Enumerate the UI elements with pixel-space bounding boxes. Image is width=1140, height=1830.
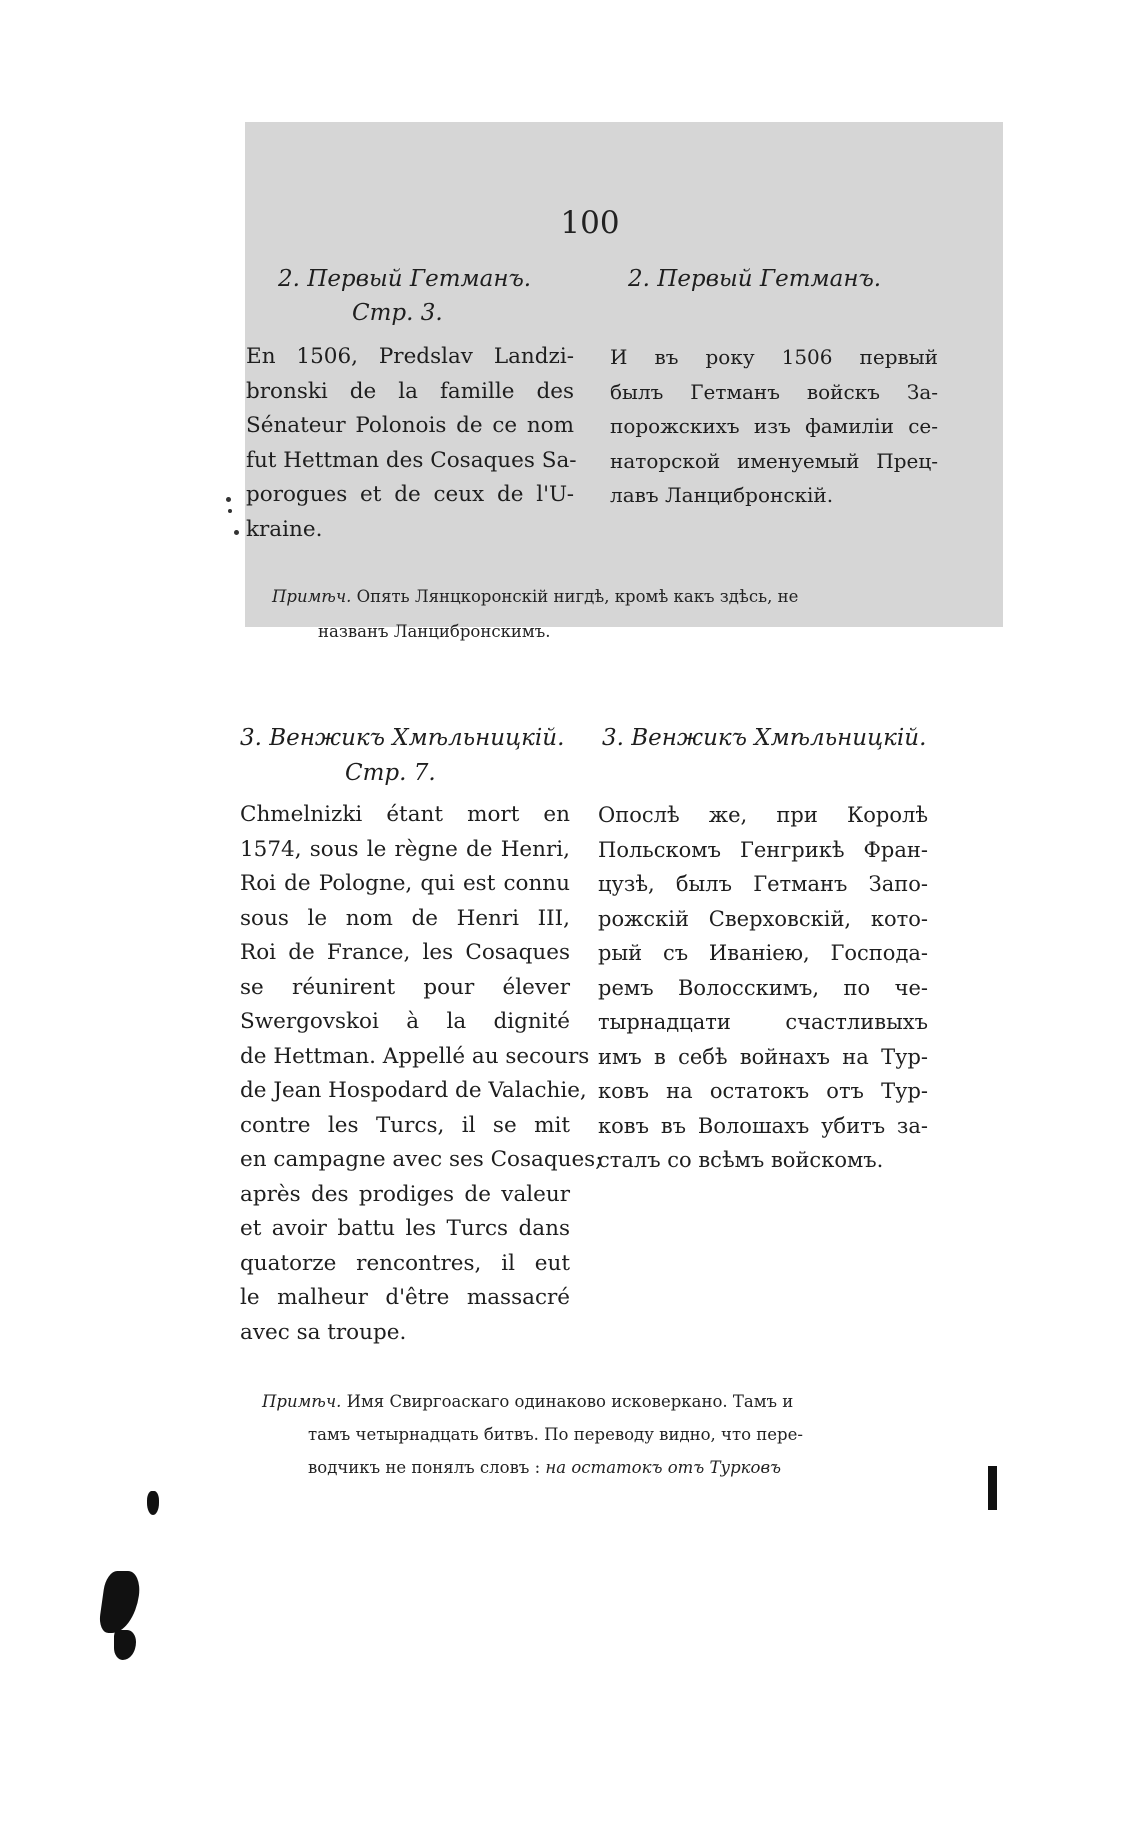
text-line: порожскихъ изъ фамиліи се- xyxy=(610,414,938,438)
scan-speck xyxy=(234,530,239,535)
text-line: Польскомъ Генгрикѣ Фран- xyxy=(598,837,928,862)
text-line: contre les Turcs, il se mit xyxy=(240,1112,570,1138)
page-number: 100 xyxy=(560,205,620,241)
text-line: И въ року 1506 первый xyxy=(610,345,938,369)
section3-note-line2: тамъ четырнадцать битвъ. По переводу видно, что пере- xyxy=(308,1425,803,1444)
text-line: se réunirent pour élever xyxy=(240,974,570,1000)
text-line: Опослѣ же, при Королѣ xyxy=(598,803,928,827)
text-line: Chmelnizki étant mort en xyxy=(240,802,570,827)
text-line: de Hettman. Appellé au secours xyxy=(240,1043,590,1069)
section3-russian-text xyxy=(598,798,928,1178)
text-line: En 1506, Predslav Landzi- xyxy=(246,344,574,369)
scan-ink-blot xyxy=(147,1491,159,1515)
text-line: сталъ со всѣмъ войскомъ. xyxy=(598,1148,884,1172)
text-line: et avoir battu les Turcs dans xyxy=(240,1216,570,1241)
text-line: avec sa troupe. xyxy=(240,1319,407,1345)
section3-note-line3 xyxy=(308,1458,781,1477)
section3-left-heading: 3. Венжикъ Хмѣльницкій. xyxy=(240,725,565,751)
text-line: 1574, sous le règne de Henri, xyxy=(240,836,570,862)
scan-ink-mark xyxy=(988,1466,997,1510)
text-line: рый съ Иваніею, Господа- xyxy=(598,941,928,965)
text-line: цузѣ, былъ Гетманъ Запо- xyxy=(598,872,928,896)
text-line: bronski de la famille des xyxy=(246,378,574,404)
section2-note-line1 xyxy=(272,587,798,606)
text-line: porogues et de ceux de l'U- xyxy=(246,482,574,507)
scan-speck xyxy=(226,497,231,502)
text-line: тырнадцати счастливыхъ xyxy=(598,1010,928,1034)
text-line: Roi de Pologne, qui est connu xyxy=(240,871,570,896)
text-line: ремъ Волосскимъ, по че- xyxy=(598,975,928,1000)
text-line: après des prodiges de valeur xyxy=(240,1181,570,1207)
text-line: sous le nom de Henri III, xyxy=(240,905,570,931)
section2-right-heading: 2. Первый Гетманъ. xyxy=(628,266,882,292)
text-line: le malheur d'être massacré xyxy=(240,1285,570,1310)
text-line: Sénateur Polonois de ce nom xyxy=(246,413,574,438)
text-line: fut Hettman des Cosaques Sa- xyxy=(246,447,577,473)
text-line: de Jean Hospodard de Valachie, xyxy=(240,1078,587,1103)
text-line: kraine. xyxy=(246,516,323,542)
text-line: имъ в себѣ войнахъ на Тур- xyxy=(598,1044,928,1069)
section3-note-line3-italic: на остатокъ отъ Турковъ xyxy=(545,1458,782,1477)
scan-ink-shadow xyxy=(98,1571,143,1633)
section2-note-text: Опять Лянцкоронскій нигдѣ, кромѣ какъ здѣсь, не xyxy=(356,587,799,606)
text-line: quatorze rencontres, il eut xyxy=(240,1250,570,1276)
section3-note-line1 xyxy=(262,1392,793,1411)
section2-note-label: Примѣч. xyxy=(272,587,352,606)
section3-note-label: Примѣч. xyxy=(262,1392,342,1411)
scan-speck xyxy=(228,509,232,513)
scan-ink-shadow xyxy=(114,1630,136,1660)
section3-left-page-ref: Стр. 7. xyxy=(345,760,436,786)
text-line: Roi de France, les Cosaques xyxy=(240,940,570,965)
section2-note-line2: названъ Ланцибронскимъ. xyxy=(318,622,551,641)
section3-note-line3-plain: водчикъ не понялъ словъ : xyxy=(308,1458,541,1477)
text-line: былъ Гетманъ войскъ За- xyxy=(610,379,938,404)
section2-french-text xyxy=(246,340,577,547)
section2-left-heading: 2. Первый Гетманъ. xyxy=(278,266,532,292)
text-line: рожскій Сверховскій, кото- xyxy=(598,906,928,931)
text-line: ковъ въ Волошахъ убитъ за- xyxy=(598,1113,928,1138)
section3-right-heading: 3. Венжикъ Хмѣльницкій. xyxy=(602,725,927,751)
section2-left-page-ref: Стр. 3. xyxy=(352,300,443,326)
text-line: en campagne avec ses Cosaques; xyxy=(240,1147,603,1172)
text-line: лавъ Ланцибронскій. xyxy=(610,483,834,507)
text-line: наторской именуемый Прец- xyxy=(610,448,938,473)
section3-note-text: Имя Свиргоаскаго одинаково исковеркано. Тамъ и xyxy=(346,1392,794,1411)
section2-russian-text xyxy=(610,340,938,513)
text-line: ковъ на остатокъ отъ Тур- xyxy=(598,1079,928,1103)
text-line: Swergovskoi à la dignité xyxy=(240,1009,570,1034)
section3-french-text xyxy=(240,798,603,1350)
